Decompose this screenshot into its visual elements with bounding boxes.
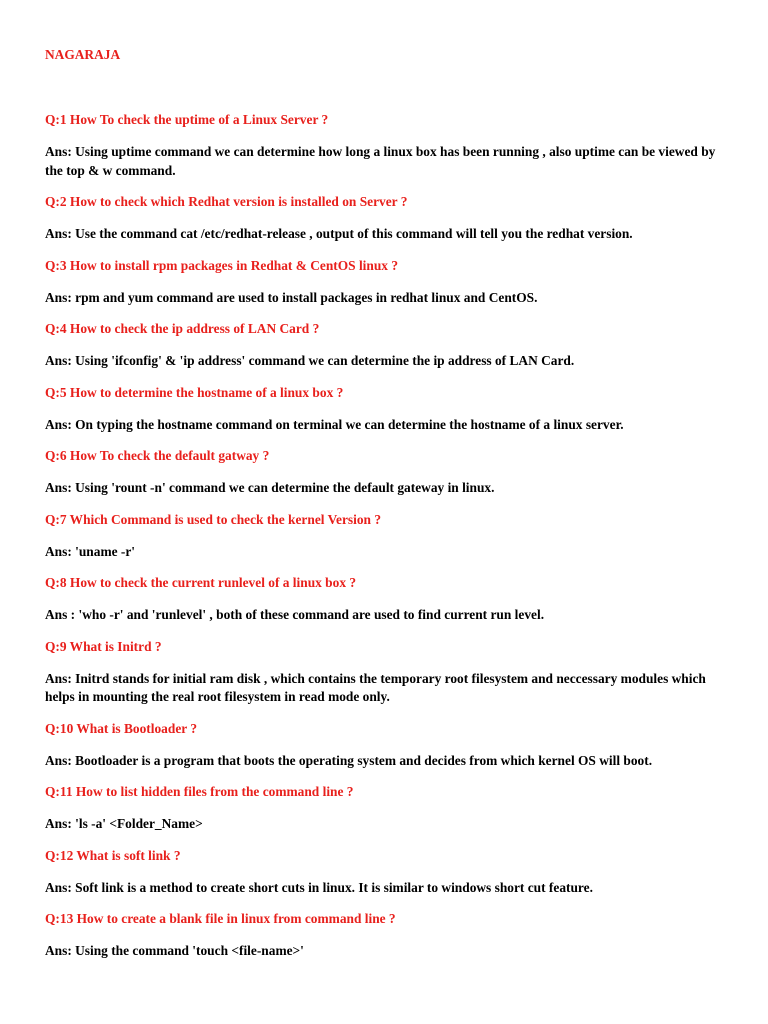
answer-text: Ans: rpm and yum command are used to install packages in redhat linux and CentOS. xyxy=(45,289,538,305)
question-text: Q:3 How to install rpm packages in Redhat & CentOS linux ? xyxy=(45,257,399,273)
answer-text: Ans: On typing the hostname command on terminal we can determine the hostname of a linux server. xyxy=(45,416,624,432)
qa-item xyxy=(45,720,723,771)
answer-text: Ans: 'uname -r' xyxy=(45,543,136,559)
answer-text: Ans: Using uptime command we can determine how long a linux box has been running , also uptime can be viewed by the top & w command. xyxy=(45,144,716,178)
answer-text: Ans: 'ls -a' <Folder_Name> xyxy=(45,816,203,831)
question-text: Q:12 What is soft link ? xyxy=(45,847,181,863)
answer-text: Ans: Use the command cat /etc/redhat-release , output of this command will tell you the redhat version. xyxy=(45,226,633,241)
qa-item xyxy=(45,193,723,244)
qa-item xyxy=(45,847,723,898)
question-text: Q:7 Which Command is used to check the kernel Version ? xyxy=(45,511,382,527)
answer-text: Ans : 'who -r' and 'runlevel' , both of these command are used to find current run level. xyxy=(45,607,545,622)
qa-list xyxy=(45,111,723,961)
qa-item xyxy=(45,574,723,625)
qa-item xyxy=(45,257,723,308)
qa-item xyxy=(45,320,723,371)
qa-item xyxy=(45,783,723,834)
qa-item xyxy=(45,384,723,435)
question-text: Q:5 How to determine the hostname of a linux box ? xyxy=(45,384,344,400)
answer-text: Ans: Initrd stands for initial ram disk , which contains the temporary root filesystem and neccessary modules which helps in mounting the real root filesystem in read mode only. xyxy=(45,670,706,704)
qa-item xyxy=(45,511,723,562)
question-text: Q:9 What is Initrd ? xyxy=(45,638,162,654)
question-text: Q:13 How to create a blank file in linux from command line ? xyxy=(45,911,396,926)
answer-text: Ans: Using 'ifconfig' & 'ip address' command we can determine the ip address of LAN Card. xyxy=(45,353,575,368)
answer-text: Ans: Bootloader is a program that boots the operating system and decides from which kernel OS will boot. xyxy=(45,752,653,768)
answer-text: Ans: Using the command 'touch <file-name>' xyxy=(45,943,304,958)
question-text: Q:6 How To check the default gatway ? xyxy=(45,448,270,463)
qa-item xyxy=(45,910,723,961)
answer-text: Ans: Soft link is a method to create short cuts in linux. It is similar to windows short cut feature. xyxy=(45,879,593,895)
question-text: Q:4 How to check the ip address of LAN Card ? xyxy=(45,321,320,336)
answer-text: Ans: Using 'rount -n' command we can determine the default gateway in linux. xyxy=(45,480,495,495)
question-text: Q:1 How To check the uptime of a Linux Server ? xyxy=(45,112,329,127)
question-text: Q:11 How to list hidden files from the command line ? xyxy=(45,784,354,799)
qa-item xyxy=(45,447,723,498)
qa-item xyxy=(45,111,723,180)
question-text: Q:10 What is Bootloader ? xyxy=(45,720,198,736)
question-text: Q:8 How to check the current runlevel of a linux box ? xyxy=(45,575,357,590)
question-text: Q:2 How to check which Redhat version is installed on Server ? xyxy=(45,194,408,209)
qa-item xyxy=(45,638,723,707)
author-name: NAGARAJA xyxy=(45,47,121,62)
